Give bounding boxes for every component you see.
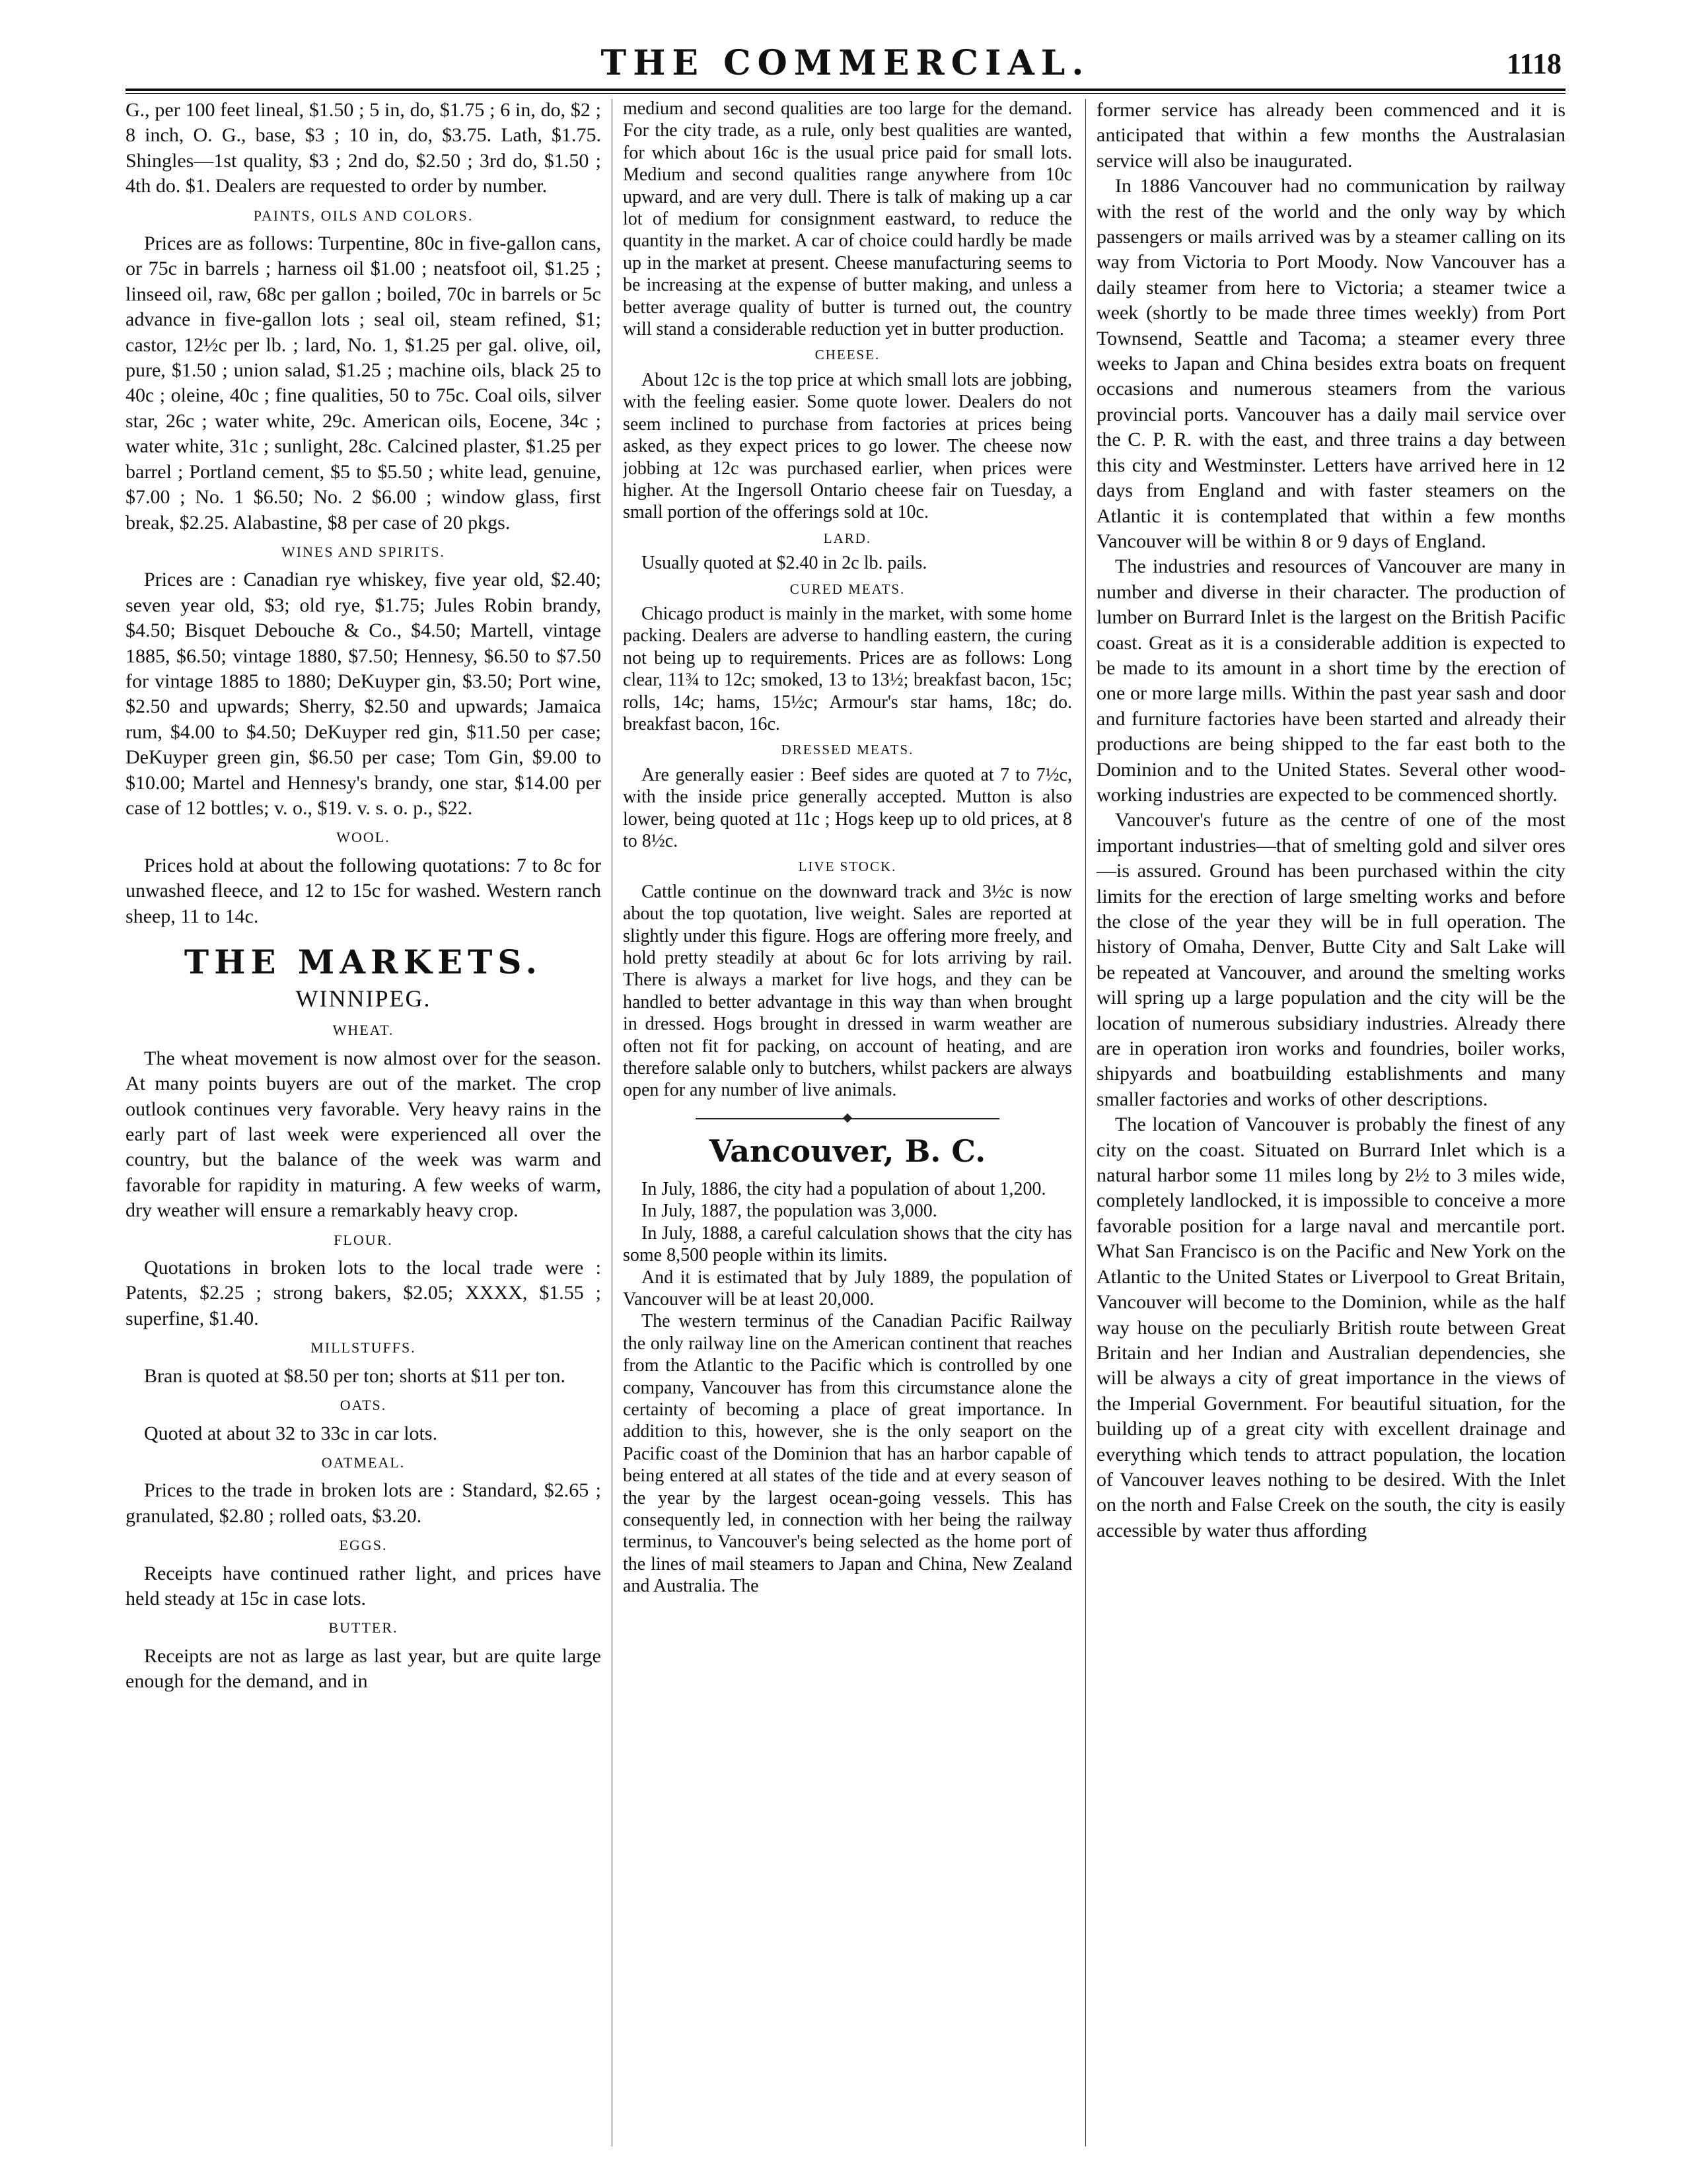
section-heading-paints: PAINTS, OILS AND COLORS. bbox=[253, 207, 474, 224]
cheese-paragraph: About 12c is the top price at which small lots are jobbing, with the feeling easier. Some quote lower. Dealers do not seem inclined to purchase from factories at prices being asked, as they expect prices to go lower. The cheese now jobbing at 12c was purchased earlier, when prices were higher. At the Ingersoll Ontario cheese fair on Tuesday, a small portion of the offerings sold at 10c. bbox=[623, 369, 1072, 523]
section-heading-millstuffs: MILLSTUFFS. bbox=[310, 1339, 416, 1356]
lumber-price-continuation: G., per 100 feet lineal, $1.50 ; 5 in, do, $1.75 ; 6 in, do, $2 ; 8 inch, O. G., base, $3 ; 10 in, do, $3.75. Lath, $1.75. Shingles—1st quality, $3 ; 2nd do, $2.50 ; 3rd do, $1.50 ; 4th do. $1. Dealers are requested to order by number. bbox=[126, 99, 601, 197]
vancouver-paragraph-1887: In July, 1887, the population was 3,000. bbox=[641, 1201, 937, 1222]
masthead-rule bbox=[126, 88, 1565, 94]
vancouver-paragraph-terminus: The western terminus of the Canadian Pacific Railway the only railway line on the American continent that reaches from the Atlantic to the Pacific which is controlled by one company, Vancouver has from this circumstance alone the certainty of becoming a place of great importance. In addition to this, however, she is the only seaport on the Pacific coast of the Dominion that has an harbor capable of being entered at all states of the tide and at every season of the year by the largest ocean-going vessels. This has consequently led, in connection with her being the railway terminus, to Vancouver's being selected as the home port of the lines of mail steamers to Japan and China, New Zealand and Australia. The bbox=[623, 1311, 1072, 1597]
butter-paragraph: Receipts are not as large as last year, but are quite large enough for the demand, and in bbox=[126, 1644, 601, 1693]
lard-paragraph: Usually quoted at $2.40 in 2c lb. pails. bbox=[641, 553, 927, 574]
ornamental-divider bbox=[696, 1111, 999, 1127]
oats-paragraph: Quoted at about 32 to 33c in car lots. bbox=[144, 1422, 438, 1444]
butter-paragraph-continuation: medium and second qualities are too large for the demand. For the city trade, as a rule, only best qualities are wanted, for which about 16c is the usual price paid for small lots. Medium and second qualities range anywhere from 10c upward, and are very dull. There is talk of making up a car lot of medium for consignment eastward, to reduce the quantity in the market. A car of choice could hardly be made up in the market at present. Cheese manufacturing seems to be increasing at the expense of butter making, and unless a better average quality of butter is turned out, the country will stand a considerable reduction yet in butter production. bbox=[623, 98, 1072, 340]
section-heading-wines: WINES AND SPIRITS. bbox=[281, 543, 446, 560]
section-heading-wheat: WHEAT. bbox=[332, 1022, 394, 1039]
vancouver-heading: Vancouver, B. C. bbox=[709, 1133, 986, 1169]
masthead-title: THE COMMERCIAL. bbox=[600, 43, 1091, 83]
vancouver-paragraph-industries: The industries and resources of Vancouver are many in number and diverse in their character. The production of lumber on Burrard Inlet is the largest on the British Pacific coast. Great as it is a considerable addition is expected to be made to its amount in a short time by the erection of one or more large mills. Within the past year sash and door and furniture factories have been started and already their productions are being shipped to the far east both to the Dominion and to the United States. Several other wood-working industries are expected to be commenced shortly. bbox=[1097, 555, 1565, 806]
vancouver-paragraph-continuation: former service has already been commenced and it is anticipated that within a few months the Australasian service will also be inaugurated. bbox=[1097, 99, 1565, 172]
oatmeal-paragraph: Prices to the trade in broken lots are : Standard, $2.65 ; granulated, $2.80 ; rolled oats, $3.20. bbox=[126, 1479, 601, 1527]
section-heading-flour: FLOUR. bbox=[334, 1231, 393, 1248]
section-heading-cheese: CHEESE. bbox=[814, 347, 881, 363]
paints-paragraph: Prices are as follows: Turpentine, 80c in five-gallon cans, or 75c in barrels ; harness oil $1.00 ; neatsfoot oil, $1.25 ; linseed oil, raw, 68c per gallon ; boiled, 70c in barrels or 5c advance in five-gallon lots ; seal oil, steam refined, $1; castor, 12½c per lb. ; lard, No. 1, $1.25 per gal. olive, oil, pure, $1.50 ; union salad, $1.25 ; machine oils, black 25 to 40c ; oleine, 40c ; fine qualities, 50 to 75c. Coal oils, silver star, 26c ; water white, 29c. American oils, Eocene, 34c ; water white, 31c ; sunlight, 28c. Calcined plaster, $1.25 per barrel ; Portland cement, $5 to $5.50 ; white lead, genuine, $7.00 ; No. 1 $6.50; No. 2 $6.00 ; window glass, first break, $2.25. Alabastine, $8 per case of 20 pkgs. bbox=[126, 232, 601, 534]
dressed-meats-paragraph: Are generally easier : Beef sides are quoted at 7 to 7½c, with the inside price generally accepted. Mutton is also lower, being quoted at 11c ; Hogs keep up to old prices, at 8 to 8½c. bbox=[623, 764, 1072, 851]
live-stock-paragraph: Cattle continue on the downward track and 3½c is now about the top quotation, live weight. Sales are reported at slightly under this figure. Hogs are offering more freely, and hold pretty steadily at about 6c for lots arriving by rail. There is always a market for live hogs, and they can be handled to better advantage in this way than when brought in dressed. Hogs brought in dressed in warm weather are often not fit for packing, on account of heating, and are therefore salable only to butchers, whilst packers are always open for any number of live animals. bbox=[623, 881, 1072, 1101]
vancouver-paragraph-location: The location of Vancouver is probably the finest of any city on the coast. Situated on Burrard Inlet which is a natural harbor some 11 miles long by 2½ to 3 miles wide, completely landlocked, it is impossible to conceive a more favorable position for a large naval and mercantile port. What San Francisco is on the Pacific and New York on the Atlantic to the United States or Liverpool to Great Britain, Vancouver will become to the Dominion, while as the half way house on the peculiarly British route between Great Britain and her Indian and Australian dependencies, she will be always a city of great importance in the views of the Imperial Government. For beautiful situation, for the building up of a great city with excellent drainage and everything which tends to attract population, the location of Vancouver leaves nothing to be desired. With the Inlet on the north and False Creek on the south, the city is easily accessible by water thus affording bbox=[1097, 1113, 1565, 1541]
section-heading-oats: OATS. bbox=[340, 1397, 387, 1414]
markets-heading: THE MARKETS. bbox=[184, 942, 543, 981]
section-heading-cured-meats: CURED MEATS. bbox=[789, 581, 906, 597]
winnipeg-heading: WINNIPEG. bbox=[295, 985, 431, 1012]
page-number: 1118 bbox=[1506, 48, 1562, 80]
eggs-paragraph: Receipts have continued rather light, and prices have held steady at 15c in case lots. bbox=[126, 1562, 601, 1609]
vancouver-paragraph-1889: And it is estimated that by July 1889, the population of Vancouver will be at least 20,000. bbox=[623, 1267, 1072, 1310]
column-rule-right bbox=[1085, 99, 1086, 2146]
section-heading-live-stock: LIVE STOCK. bbox=[798, 859, 897, 875]
vancouver-paragraph-1888: In July, 1888, a careful calculation shows that the city has some 8,500 people within its limits. bbox=[623, 1222, 1072, 1266]
section-heading-lard: LARD. bbox=[823, 530, 872, 546]
wool-paragraph: Prices hold at about the following quotations: 7 to 8c for unwashed fleece, and 12 to 15c for washed. Western ranch sheep, 11 to 14c. bbox=[126, 854, 601, 927]
vancouver-paragraph-communication: In 1886 Vancouver had no communication by railway with the rest of the world and the only way by which passengers or mails arrived was by a steamer calling on its way from Victoria to Port Moody. Now Vancouver has a daily steamer from here to Victoria; a steamer twice a week (shortly to be made three times weekly) from Port Townsend, Seattle and Tacoma; a steamer every three weeks to Japan and China besides extra boats on frequent occasions and numerous steamers from the various provincial ports. Vancouver has a daily mail service over the C. P. R. with the east, and three trains a day between this city and Westminster. Letters have arrived here in 12 days from England and with faster steamers on the Atlantic it is contemplated that within a few months Vancouver will be within 8 or 9 days of England. bbox=[1097, 175, 1565, 552]
wines-paragraph: Prices are : Canadian rye whiskey, five year old, $2.40; seven year old, $3; old rye, $1.75; Jules Robin brandy, $4.50; Bisquet Debouche & Co., $4.50; Martell, vintage 1885, $6.50; vintage 1880, $7.50; Hennesy, $6.50 to $7.50 for vintage 1885 to 1880; DeKuyper gin, $3.50; Port wine, $2.50 and upwards; Sherry, $2.50 and upwards; Jamaica rum, $4.00 to $4.50; DeKuyper red gin, $11.50 per case; DeKuyper green gin, $6.50 per case; Tom Gin, $9.00 to $10.00; Martel and Hennesy's brandy, one star, $14.00 per case of 12 bottles; v. o., $19. v. s. o. p., $22. bbox=[126, 569, 601, 819]
section-heading-oatmeal: OATMEAL. bbox=[321, 1454, 406, 1471]
flour-paragraph: Quotations in broken lots to the local trade were : Patents, $2.25 ; strong bakers, $2.05; XXXX, $1.55 ; superfine, $1.40. bbox=[126, 1257, 601, 1329]
section-heading-wool: WOOL. bbox=[336, 829, 390, 846]
section-heading-dressed-meats: DRESSED MEATS. bbox=[781, 742, 914, 758]
wheat-paragraph: The wheat movement is now almost over for the season. At many points buyers are out of the market. The crop outlook continues very favorable. Very heavy rains in the early part of last week were experienced all over the country, but the balance of the week was warm and favorable for rapidity in maturing. A few weeks of warm, dry weather will ensure a remarkably heavy crop. bbox=[126, 1047, 601, 1222]
column-right bbox=[1097, 98, 1565, 2152]
column-left bbox=[126, 98, 601, 2152]
column-middle bbox=[623, 98, 1072, 2152]
masthead bbox=[126, 44, 1565, 83]
cured-meats-paragraph: Chicago product is mainly in the market, with some home packing. Dealers are adverse to handling eastern, the curing not being up to requirements. Prices are as follows: Long clear, 11¾ to 12c; smoked, 13 to 13½; breakfast bacon, 15c; rolls, 14c; hams, 15½c; Armour's star hams, 18c; do. breakfast bacon, 16c. bbox=[623, 603, 1072, 734]
section-heading-butter: BUTTER. bbox=[328, 1619, 398, 1637]
millstuffs-paragraph: Bran is quoted at $8.50 per ton; shorts at $11 per ton. bbox=[144, 1364, 565, 1387]
vancouver-paragraph-smelting: Vancouver's future as the centre of one of the most important industries—that of smelting gold and silver ores—is assured. Ground has been purchased within the city limits for the erection of large smelting works and before the close of the year they will be in full operation. The history of Omaha, Denver, Butte City and Salt Lake will be repeated at Vancouver, and around the smelting works will spring up a large population and the city will be the location of numerous subsidiary industries. Already there are in operation iron works and foundries, boiler works, shipyards and boatbuilding establishments and many smaller factories and works of other descriptions. bbox=[1097, 809, 1565, 1110]
section-heading-eggs: EGGS. bbox=[339, 1537, 388, 1554]
vancouver-paragraph-1886: In July, 1886, the city had a population of about 1,200. bbox=[641, 1178, 1046, 1199]
